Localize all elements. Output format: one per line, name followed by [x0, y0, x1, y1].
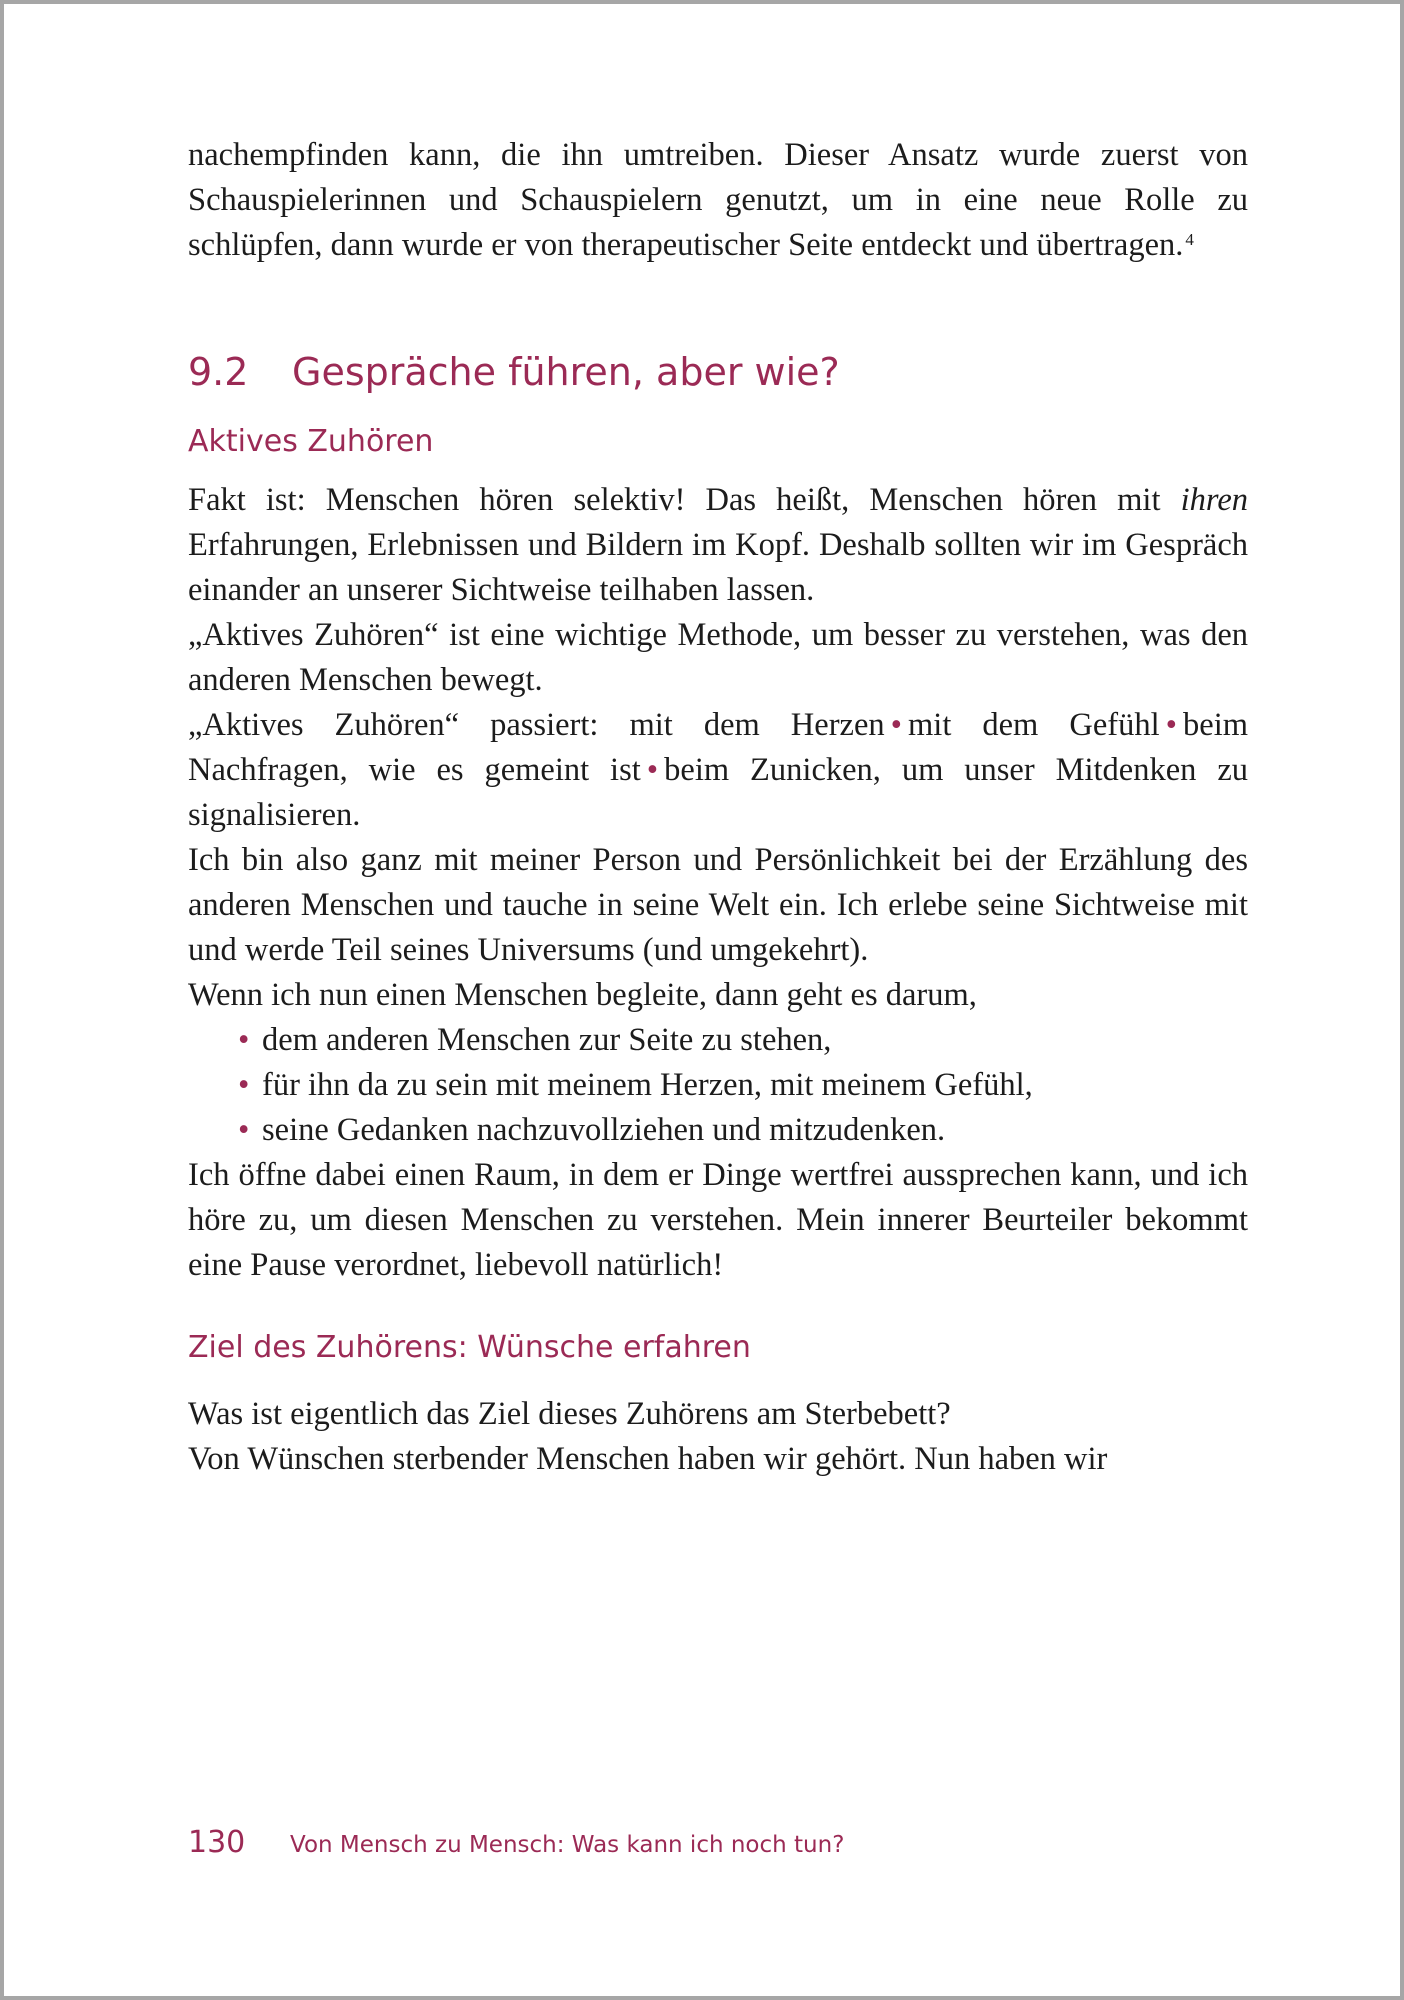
list-item — [238, 1063, 1248, 1108]
passiert-part-4: beim Zunicken, um unser Mitdenken zu signalisieren. — [188, 752, 1248, 833]
separator-dot: • — [1165, 707, 1178, 743]
running-title: Von Mensch zu Mensch: Was kann ich noch tun? — [290, 1832, 845, 1858]
section-number: 9.2 — [188, 350, 249, 394]
section-heading — [188, 347, 1248, 397]
separator-dot: • — [646, 752, 659, 788]
section-title: Gespräche führen, aber wie? — [292, 350, 840, 394]
emphasis-ihren: ihren — [1180, 482, 1248, 518]
list-item-text: seine Gedanken nachzuvollziehen und mitzudenken. — [262, 1112, 946, 1148]
paragraph-selektiv-part-1: Fakt ist: Menschen hören selektiv! Das heißt, Menschen hören mit — [188, 482, 1181, 518]
paragraph-passiert — [188, 703, 1248, 838]
intro-text: nachempfinden kann, die ihn umtreiben. Dieser Ansatz wurde zuerst von Schauspielerinnen und Schauspielern genutzt, um in eine neue Rolle zu schlüpfen, dann wurde er von therapeutischer Seite entdeckt und übertragen. — [188, 137, 1248, 263]
paragraph-selektiv — [188, 478, 1248, 613]
bullet-icon: • — [238, 1112, 250, 1148]
intro-paragraph — [188, 133, 1248, 268]
list-item-text: dem anderen Menschen zur Seite zu stehen, — [262, 1022, 832, 1058]
passiert-part-2: mit dem Gefühl — [908, 707, 1160, 743]
bullet-icon: • — [238, 1022, 250, 1058]
paragraph-person: Ich bin also ganz mit meiner Person und Persönlichkeit bei der Erzählung des anderen Menschen und tauche in seine Welt ein. Ich erlebe seine Sichtweise mit und werde Teil seines Universums (und umgekehrt). — [188, 842, 1248, 968]
separator-dot: • — [890, 707, 903, 743]
paragraph-ziel-line-1: Was ist eigentlich das Ziel dieses Zuhörens am Sterbebett? — [188, 1396, 951, 1432]
page-number: 130 — [188, 1825, 246, 1860]
paragraph-raum: Ich öffne dabei einen Raum, in dem er Dinge wertfrei aussprechen kann, und ich höre zu, um diesen Menschen zu verstehen. Mein innerer Beurteiler bekommt eine Pause verordnet, liebevoll natürlich! — [188, 1157, 1248, 1283]
list-item-text: für ihn da zu sein mit meinem Herzen, mit meinem Gefühl, — [262, 1067, 1033, 1103]
subheading-ziel: Ziel des Zuhörens: Wünsche erfahren — [188, 1330, 751, 1365]
list-item — [238, 1108, 1248, 1153]
list-item — [238, 1018, 1248, 1063]
paragraph-selektiv-part-2: Erfahrungen, Erlebnissen und Bildern im Kopf. Deshalb sollten wir im Gespräch einander an unserer Sichtweise teilhaben lassen. — [188, 527, 1248, 608]
bullet-list — [188, 1018, 1248, 1153]
paragraph-begleite: Wenn ich nun einen Menschen begleite, dann geht es darum, — [188, 977, 977, 1013]
subheading-aktives-zuhoeren: Aktives Zuhören — [188, 424, 434, 459]
paragraph-methode: „Aktives Zuhören“ ist eine wichtige Methode, um besser zu verstehen, was den anderen Menschen bewegt. — [188, 617, 1248, 698]
paragraph-ziel-line-2: Von Wünschen sterbender Menschen haben wir gehört. Nun haben wir — [188, 1441, 1108, 1477]
page-content — [188, 133, 1248, 1482]
bullet-icon: • — [238, 1067, 250, 1103]
footnote-marker[interactable]: 4 — [1185, 230, 1194, 249]
passiert-part-1: „Aktives Zuhören“ passiert: mit dem Herzen — [188, 707, 885, 743]
page-footer — [188, 1825, 844, 1860]
passiert-part-3: beim Nachfragen, wie es gemeint ist — [188, 707, 1248, 788]
